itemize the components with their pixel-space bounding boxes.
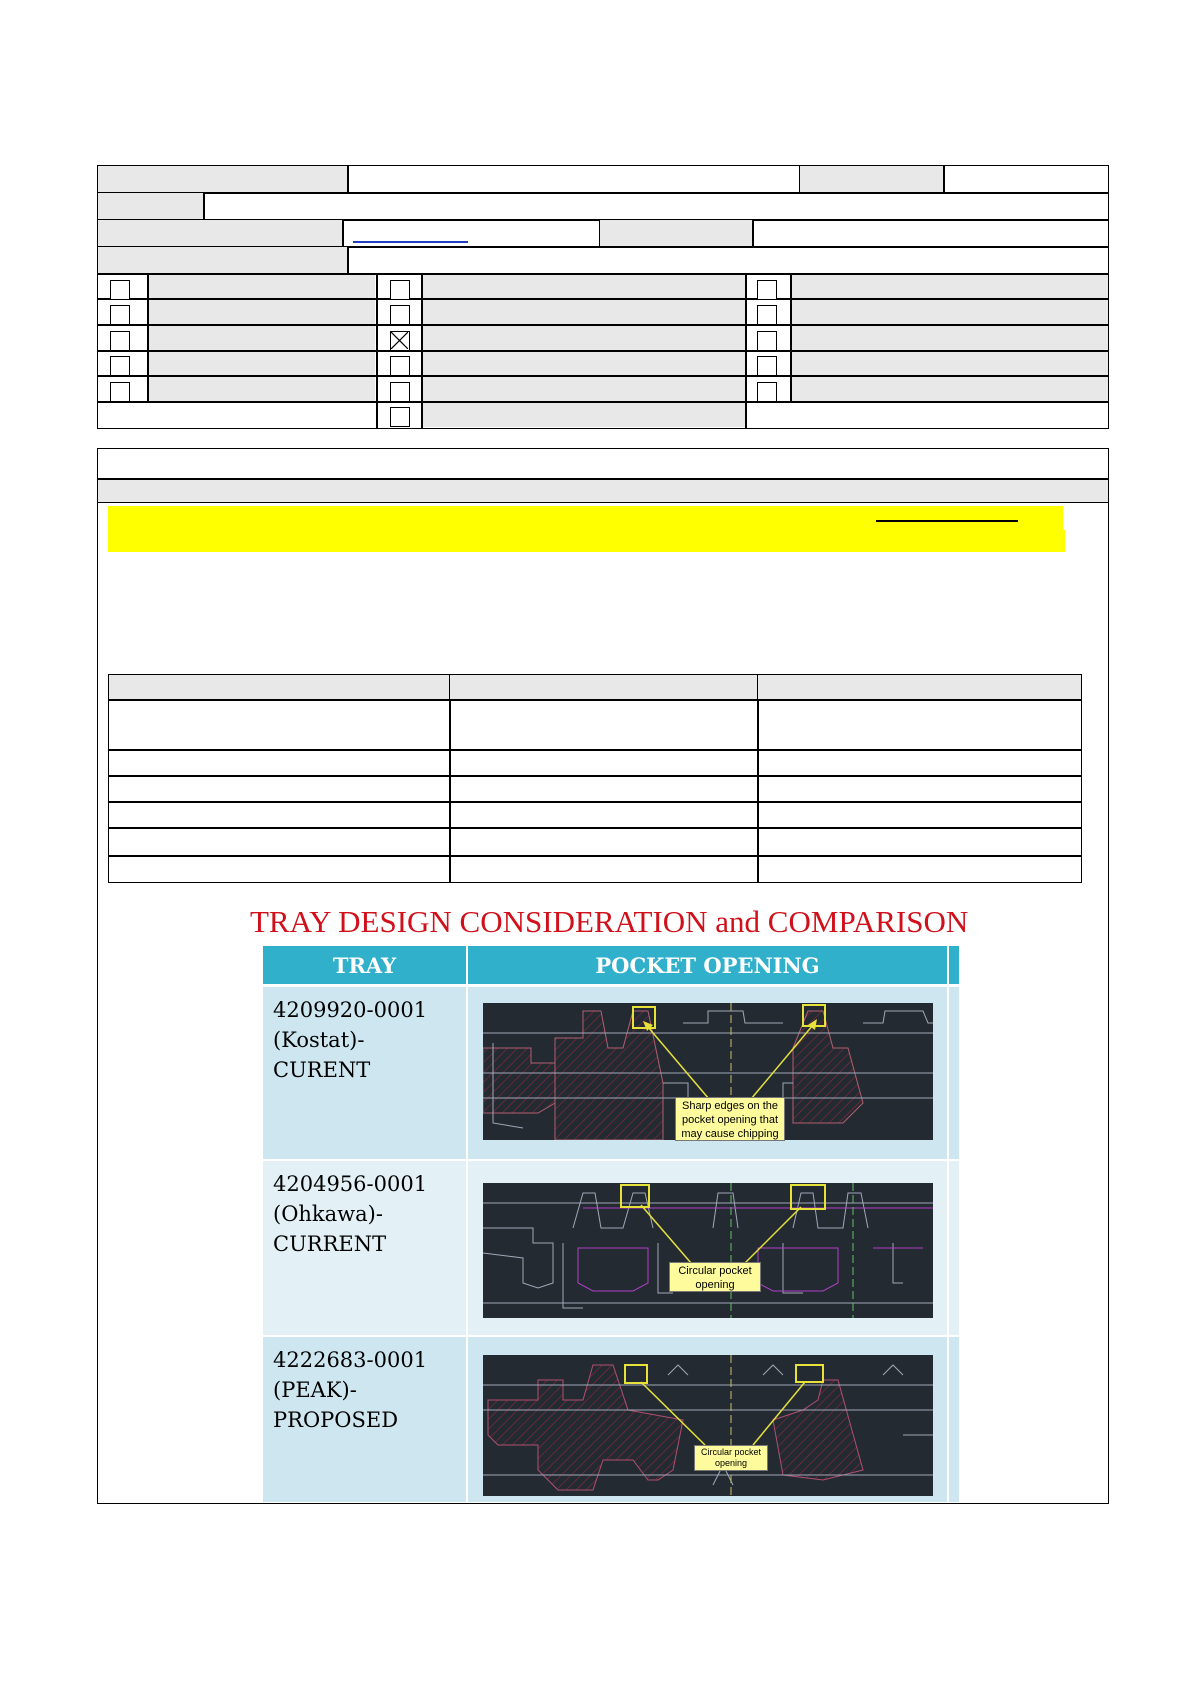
tray-figure-title: TRAY DESIGN CONSIDERATION and COMPARISON xyxy=(250,904,969,939)
callout-sharp-edges: Sharp edges on the pocket opening that may cause chipping xyxy=(675,1097,785,1141)
checkbox[interactable] xyxy=(110,280,130,300)
checkbox[interactable] xyxy=(110,305,130,325)
form-value-cell[interactable] xyxy=(203,192,1109,221)
callout-circular-pocket: Circular pocket opening xyxy=(669,1262,761,1292)
extra-cell xyxy=(949,987,959,1159)
tray-label: 4209920-0001 (Kostat)- CURENT xyxy=(263,987,466,1159)
checkbox[interactable] xyxy=(757,356,777,376)
table-cell xyxy=(757,801,1082,829)
checkbox[interactable] xyxy=(390,356,410,376)
highlighted-text-line xyxy=(108,506,1063,530)
table-cell xyxy=(449,801,759,829)
table-cell xyxy=(449,699,759,751)
table-cell xyxy=(449,855,759,883)
tray-label: 4204956-0001 (Ohkawa)- CURRENT xyxy=(263,1161,466,1335)
table-cell xyxy=(757,775,1082,803)
form-label-cell xyxy=(599,219,754,248)
table-cell xyxy=(108,749,451,777)
table-header-cell xyxy=(108,674,451,701)
table-header-cell xyxy=(757,674,1082,701)
cad-drawing-ohkawa xyxy=(483,1183,933,1318)
highlighted-text-line xyxy=(108,530,1065,552)
cad-drawing-kostat xyxy=(483,1003,933,1140)
data-table xyxy=(108,674,1082,885)
table-cell xyxy=(757,699,1082,751)
checkbox[interactable] xyxy=(110,356,130,376)
pocket-opening-column-header: POCKET OPENING xyxy=(468,946,947,984)
col-line xyxy=(421,273,423,429)
form-value-cell[interactable] xyxy=(347,165,801,194)
checkbox[interactable] xyxy=(757,331,777,351)
checkbox[interactable] xyxy=(390,305,410,325)
col-line xyxy=(376,273,378,429)
table-cell xyxy=(757,827,1082,857)
form-link-cell[interactable] xyxy=(342,219,601,248)
highlighted-link-underline[interactable] xyxy=(876,520,1018,522)
checkbox[interactable] xyxy=(390,280,410,300)
checkmark-x-icon xyxy=(391,332,408,349)
table-cell xyxy=(108,699,451,751)
checkbox[interactable] xyxy=(757,280,777,300)
callout-circular-pocket: Circular pocket opening xyxy=(694,1445,768,1471)
table-cell xyxy=(108,801,451,829)
cad-drawing-peak xyxy=(483,1355,933,1496)
col-line xyxy=(147,273,149,403)
extra-cell xyxy=(949,1337,959,1502)
table-cell xyxy=(108,855,451,883)
row-line xyxy=(97,324,1109,326)
form-label-cell xyxy=(97,192,205,221)
checkbox[interactable] xyxy=(110,331,130,351)
form-label-cell xyxy=(799,165,945,194)
col-line xyxy=(790,273,792,403)
row-line xyxy=(97,401,1109,403)
row-line xyxy=(97,298,1109,300)
tray-label: 4222683-0001 (PEAK)- PROPOSED xyxy=(263,1337,466,1502)
table-cell xyxy=(449,775,759,803)
table-cell xyxy=(108,775,451,803)
checkbox-label-strip xyxy=(792,275,1108,401)
checkbox[interactable] xyxy=(390,407,410,427)
section-subheader xyxy=(98,480,1108,503)
table-cell xyxy=(449,827,759,857)
form-header xyxy=(97,165,1109,429)
row-line xyxy=(97,350,1109,352)
tray-comparison-figure xyxy=(263,946,959,1502)
checkbox[interactable] xyxy=(757,305,777,325)
form-value-cell[interactable] xyxy=(752,219,1109,248)
table-cell xyxy=(449,749,759,777)
extra-header-cell xyxy=(949,946,959,984)
checkbox-label-strip xyxy=(149,275,375,401)
tray-column-header: TRAY xyxy=(263,946,466,984)
extra-cell xyxy=(949,1161,959,1335)
form-label-cell xyxy=(97,219,344,248)
form-value-cell[interactable] xyxy=(943,165,1109,194)
checkbox[interactable] xyxy=(110,382,130,402)
table-header-cell xyxy=(449,674,759,701)
table-cell xyxy=(757,749,1082,777)
row-line xyxy=(97,375,1109,377)
checkbox[interactable] xyxy=(390,382,410,402)
table-cell xyxy=(108,827,451,857)
form-link-underline[interactable] xyxy=(353,241,468,243)
checkbox-checked[interactable] xyxy=(390,331,410,351)
table-cell xyxy=(757,855,1082,883)
checkbox[interactable] xyxy=(757,382,777,402)
form-value-cell[interactable] xyxy=(347,246,1109,275)
form-label-cell xyxy=(97,165,349,194)
form-label-cell xyxy=(97,246,349,275)
col-line xyxy=(745,273,747,429)
